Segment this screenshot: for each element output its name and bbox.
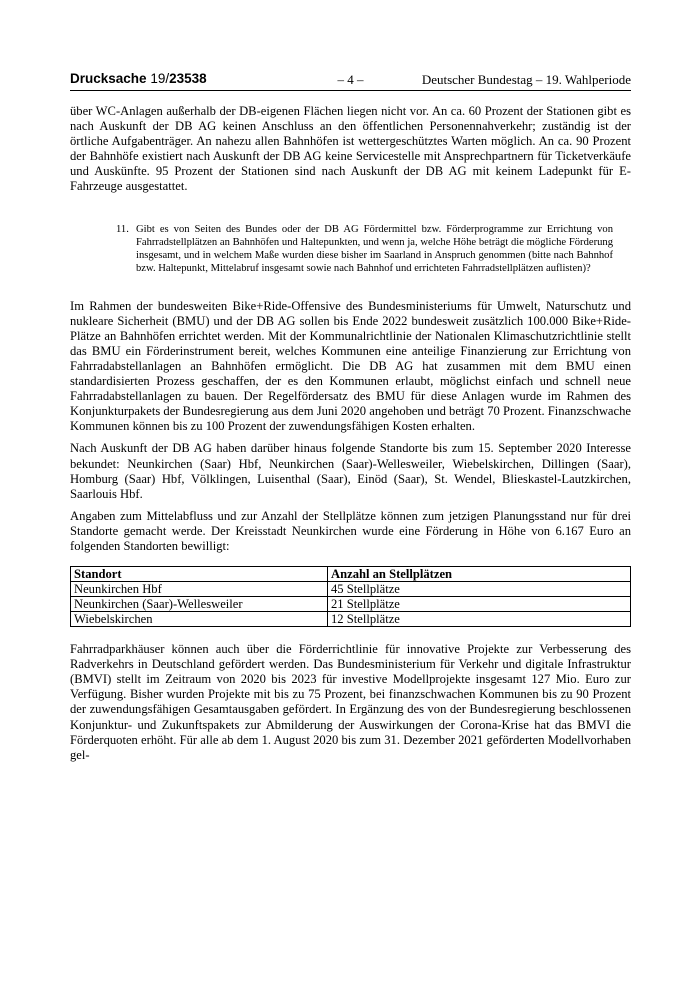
paragraph: Nach Auskunft der DB AG haben darüber hinaus folgende Standorte bis zum 15. September 2020 Interesse bekundet: Neunkirchen (Saar) Hbf, Neunkirchen (Saar)-Wellesweiler, Wiebelskirchen, Dillingen (Saar), Homburg (Saar) Hbf, Völklingen, Luisenthal (Saar), Einöd (Saar), St. Wendel, Blieskastel-Lautzkirchen, Saarlouis Hbf.	[70, 441, 631, 501]
document-body	[70, 104, 631, 770]
table-cell-location: Neunkirchen (Saar)-Wellesweiler	[71, 597, 328, 612]
paragraph: Angaben zum Mittelabfluss und zur Anzahl der Stellplätze können zum jetzigen Planungsstand nur für drei Standorte gemacht werde. Der Kreisstadt Neunkirchen wurde eine Förderung in Höhe von 6.167 Euro an folgenden Standorten bewilligt:	[70, 508, 631, 553]
question-text: Gibt es von Seiten des Bundes oder der DB AG Fördermittel bzw. Förderprogramme zur Errichtung von Fahrradstellplätzen an Bahnhöfen und Haltepunkten, und wenn ja, welche Höhe beträgt die mögliche Förderung insgesamt, und in welchem Maße wurden diese bisher im Saarland in Anspruch genommen (bitte nach Bahnhof bzw. Haltepunkt, Mittelabruf insgesamt sowie nach Bahnhof und errichteten Fahrradstellplätzen auflisten)?	[136, 223, 613, 274]
table-cell-location: Neunkirchen Hbf	[71, 582, 328, 597]
paragraph: über WC-Anlagen außerhalb der DB-eigenen Flächen liegen nicht vor. An ca. 60 Prozent der Stationen gibt es nach Auskunft der DB AG keinen Anschluss an den öffentlichen Personennahverkehr; zuständig ist der örtliche Aufgabenträger. An nahezu allen Bahnhöfen ist wettergeschütztes Warten möglich. An ca. 90 Prozent der Bahnhöfe existiert nach Auskunft der DB AG keine Servicestelle mit Ansprechpartnern für Ticketverkäufe und Auskünfte. 95 Prozent der Stationen sind nach Auskunft der DB AG mit keinem Ladepunkt für E-Fahrzeuge ausgestattet.	[70, 104, 631, 194]
page-header	[70, 70, 631, 91]
table-cell-location: Wiebelskirchen	[71, 612, 328, 627]
column-header-location: Standort	[71, 567, 328, 582]
table-row	[71, 612, 631, 627]
paragraph: Fahrradparkhäuser können auch über die Förderrichtlinie für innovative Projekte zur Verbesserung des Radverkehrs in Deutschland gefördert werden. Das Bundesministerium für Verkehr und digitale Infrastruktur (BMVI) stellt im Zeitraum von 2020 bis 2023 für investive Modellprojekte insgesamt 127 Mio. Euro zur Verfügung. Bisher wurden Projekte mit bis zu 75 Prozent, bei finanzschwachen Kommunen bis zu 90 Prozent der zuwendungsfähigen Gesamtausgaben gefördert. In Ergänzung des von der Bundesregierung beschlossenen Konjunktur- und Zukunftspakets zur Abmilderung der Auswirkungen der Corona-Krise hat das BMVI die Förderquoten erhöht. Für alle ab dem 1. August 2020 bis zum 31. Dezember 2021 geförderten Modellvorhaben gel-	[70, 642, 631, 762]
table-row	[71, 582, 631, 597]
table-row	[71, 597, 631, 612]
page-number: – 4 –	[337, 72, 364, 87]
table-cell-count: 12 Stellplätze	[328, 612, 631, 627]
doc-number-bold: 23538	[169, 71, 207, 86]
question-number: 11.	[116, 223, 129, 235]
table-cell-count: 21 Stellplätze	[328, 597, 631, 612]
table-header-row	[71, 567, 631, 582]
paragraph: Im Rahmen der bundesweiten Bike+Ride-Offensive des Bundesministeriums für Umwelt, Naturschutz und nukleare Sicherheit (BMU) und der DB AG sollen bis Ende 2022 bundesweit zusätzlich 100.000 Bike+Ride-Plätze an Bahnhöfen errichtet werden. Mit der Kommunalrichtlinie der Nationalen Klimaschutzrichtlinie stellt das BMU ein Förderinstrument bereit, welches Kommunen eine anteilige Finanzierung zur Errichtung von Fahrradabstellanlagen an Bahnhöfen ermöglicht. Die DB AG hat zusammen mit dem BMU einen standardisierten Prozess geschaffen, der es den Kommunen erlaubt, möglichst einfach und schnell neue Fahrradabstellanlagen zu bauen. Der Regelfördersatz des BMU für diese Anlagen wurde im Rahmen des Konjunkturpakets der Bundesregierung aus dem Juni 2020 angehoben und beträgt 70 Prozent. Finanzschwache Kommunen können bis zu 100 Prozent der zuwendungsfähigen Kosten erhalten.	[70, 298, 631, 434]
parking-spaces-table	[70, 566, 631, 627]
doc-prefix: Drucksache	[70, 71, 147, 86]
institution-label: Deutscher Bundestag – 19. Wahlperiode	[421, 72, 631, 87]
question-block	[70, 223, 631, 275]
column-header-count: Anzahl an Stellplätzen	[328, 567, 631, 582]
doc-number-plain: 19/	[150, 71, 170, 86]
table-cell-count: 45 Stellplätze	[328, 582, 631, 597]
